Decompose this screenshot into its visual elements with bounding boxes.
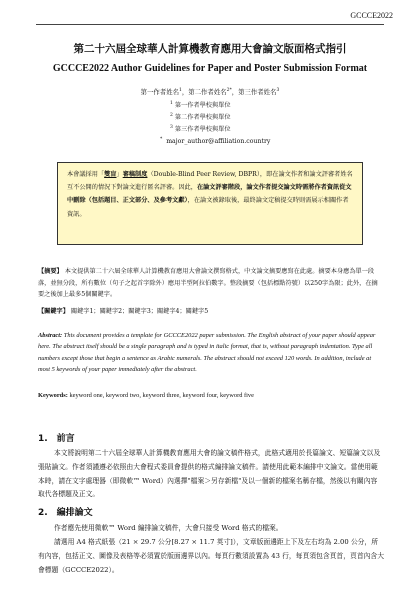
author-line (0, 87, 420, 96)
keywords-zh (38, 306, 382, 315)
keywords-en-label: Keywords: (38, 392, 68, 399)
author-1: 第一作者姓名 (140, 88, 179, 96)
affiliation-text: major_author@affiliation.country (166, 138, 271, 146)
author-sep: ， (231, 88, 239, 96)
abstract-zh (38, 266, 382, 301)
affiliation-3 (170, 124, 231, 133)
affiliation-sup: 2 (170, 112, 173, 118)
notice-highlight: 審稿制度 (122, 171, 148, 178)
abstract-en-label: Abstract: (38, 332, 63, 339)
section-1-heading: 1. 前言 (38, 434, 75, 444)
author-1-sup: 1 (179, 87, 182, 93)
abstract-en (38, 330, 384, 376)
affiliation-2 (170, 112, 231, 121)
corresponding-email (160, 137, 270, 145)
notice-text: ，在論文被錄取後，最終論文定稿提交時則需展示相關作者資訊。 (67, 197, 349, 218)
author-sep: ， (181, 88, 189, 96)
keywords-zh-text: 關鍵字1；關鍵字2；關鍵字3；關鍵字4；關鍵字5 (70, 308, 209, 315)
notice-text: 本會議採用「 (67, 171, 105, 178)
abstract-zh-text: 本文提供第二十六屆全球華人計算機教育應用大會論文撰寫格式，中文論文摘要應寫在此處。摘要本身應為單一段落，並無分段，所有數位（句子之起首字除外）應用半型阿拉伯數字。整段摘要（包括標點符號）以250字為限；此外，在摘要之後加上最多5個關鍵字。 (38, 268, 378, 299)
affiliation-text: 第二作者學校與單位 (174, 114, 231, 121)
affiliation-text: 第一作者學校與單位 (174, 102, 231, 109)
notice-text: 」 (116, 171, 123, 178)
running-header: GCCCE2022 (350, 11, 393, 20)
double-blind-notice (57, 162, 363, 245)
abstract-en-text: This document provides a template for GCCCE2022 paper submission. The English abstract of your paper should appear here. The abstract itself should be a single paragraph and is typed in italic format, that is, without paragraph indentation. Type all numbers except those that begin a sentence as Arabic numerals. The abstract should not exceed 120 words. In addition, include at most 5 keywords of your paper immediately after the abstract. (38, 332, 376, 374)
affiliation-1 (170, 100, 231, 109)
notice-bold: 在論文評審階段，論文作者提交論文時需將作者資訊從文中刪除（包括題目、正文部分、及參考文獻） (67, 184, 352, 205)
notice-text: （Double-Blind Peer Review, DBPR），即在論文作者和論文評審者姓名互不公開的情況下對論文進行匿名評審。因此， (67, 171, 353, 192)
section-1-paragraph: 本文將說明第二十六屆全球華人計算機教育應用大會的論文稿件格式，此格式適用於長篇論文、短篇論文以及張貼論文。作者須謹遵必依照由大會程式委員會提供的格式編排論文稿件。請使用此範本編排中文論文。當使用範本時，請在文字處理器（即微軟™ Word）內選擇"檔案＞另存新檔"及以一個新的檔案名稱存檔，然後以有關內容取代各標題及正文。 (38, 449, 381, 499)
keywords-zh-label: 【關鍵字】 (38, 308, 69, 315)
paper-title-en: GCCCE2022 Author Guidelines for Paper and Poster Submission Format (52, 63, 368, 74)
section-2-paragraph-2: 請選用 A4 格式紙張（21 × 29.7 公分[8.27 × 11.7 英寸]），文章版面邊距上下及左右均為 2.00 公分，所有內容，包括正文、圖像及表格等必須置於版面邊界以內。每頁行數須設置為 43 行，每頁須包含頁首，頁首內含大會標題（GCCCE2022）。 (38, 538, 385, 574)
section-2-heading: 2. 編排論文 (38, 508, 93, 518)
affiliation-text: 第三作者學校與單位 (174, 126, 231, 133)
keywords-en-text: keyword one, keyword two, keyword three, keyword four, keyword five (69, 392, 254, 399)
affiliation-sup: 1 (170, 100, 173, 106)
section-2-paragraph-1: 作者應先使用微軟™ Word 編排論文稿件，大會只接受 Word 格式的檔案。 (54, 524, 283, 532)
author-2-sup: 2* (226, 87, 232, 93)
keywords-en (38, 392, 382, 399)
abstract-zh-label: 【摘要】 (38, 268, 63, 275)
paper-title-zh: 第二十六屆全球華人計算機教育應用大會論文版面格式指引 (73, 43, 347, 55)
header-rule (36, 24, 384, 25)
author-2: 第二作者姓名 (188, 88, 227, 96)
affiliation-sup: 3 (170, 124, 173, 130)
notice-highlight: 雙盲 (104, 171, 117, 178)
author-3-sup: 3 (276, 87, 280, 93)
affiliation-sup: * (160, 137, 163, 142)
author-3: 第三作者姓名 (238, 88, 277, 96)
